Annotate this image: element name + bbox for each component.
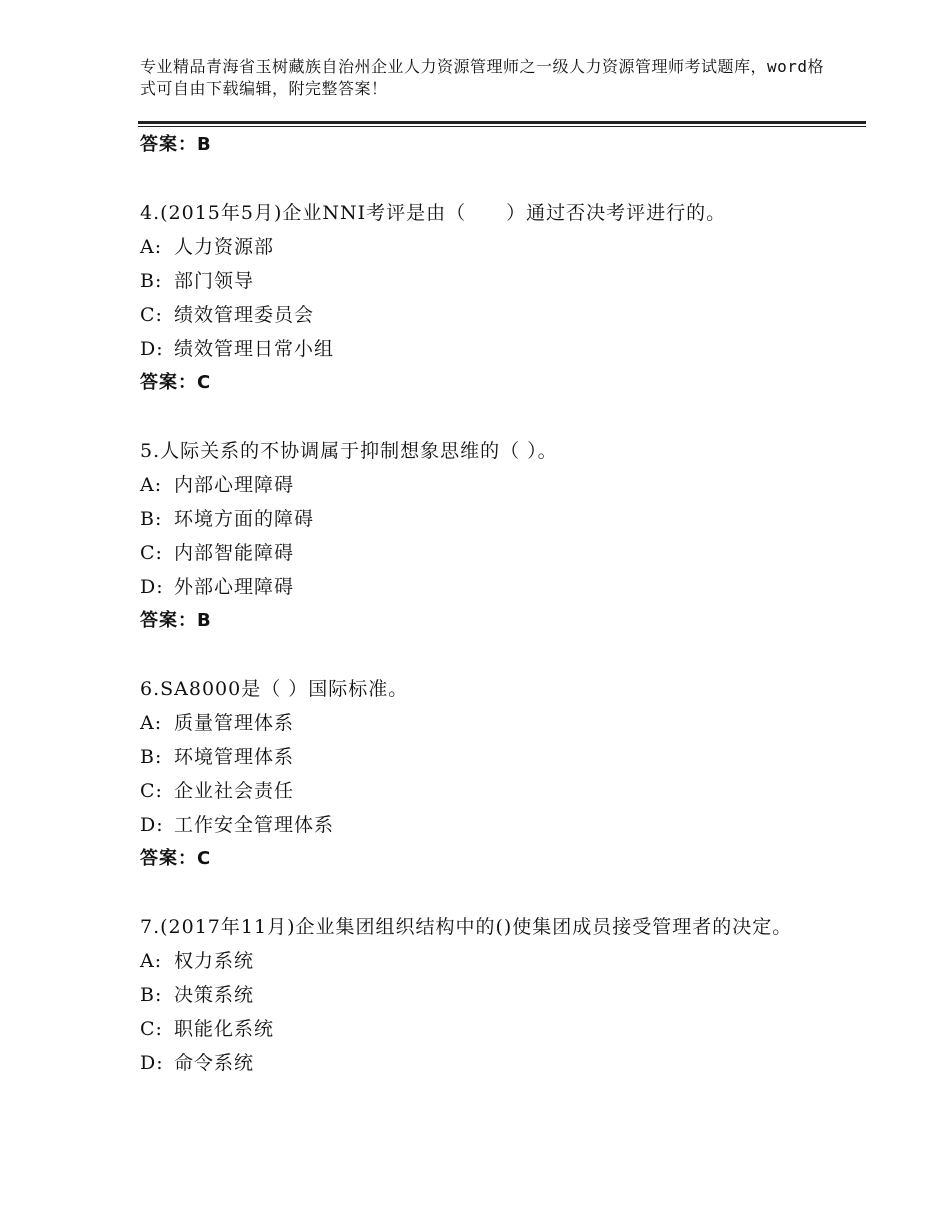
option-letter: C: — [140, 304, 163, 326]
option-item — [140, 502, 840, 536]
option-letter: A: — [140, 236, 163, 258]
option-text: 环境管理体系 — [174, 746, 295, 768]
option-text: 命令系统 — [174, 1052, 255, 1074]
option-item — [140, 264, 840, 298]
question-block — [140, 434, 840, 672]
question-text: 5.人际关系的不协调属于抑制想象思维的（ ）。 — [140, 440, 558, 462]
option-letter: B: — [140, 270, 163, 292]
document-header: 专业精品青海省玉树藏族自治州企业人力资源管理师之一级人力资源管理师考试题库，word格式可自由下载编辑，附完整答案！ — [140, 57, 825, 98]
option-letter: D: — [140, 576, 164, 598]
option-item — [140, 740, 840, 774]
option-letter: A: — [140, 474, 163, 496]
option-letter: B: — [140, 746, 163, 768]
option-item — [140, 808, 840, 842]
option-text: 企业社会责任 — [174, 780, 295, 802]
option-text: 工作安全管理体系 — [174, 814, 335, 836]
header-rule-thin — [138, 126, 866, 127]
option-letter: A: — [140, 950, 163, 972]
option-letter: C: — [140, 542, 163, 564]
answer-line: 答案：B — [140, 610, 212, 631]
question-block — [140, 672, 840, 910]
option-letter: D: — [140, 338, 164, 360]
option-text: 部门领导 — [174, 270, 255, 292]
option-letter: C: — [140, 1018, 163, 1040]
option-text: 环境方面的障碍 — [174, 508, 315, 530]
answer-line: 答案：B — [140, 134, 212, 155]
question-block — [140, 910, 840, 1080]
option-item — [140, 774, 840, 808]
option-item — [140, 706, 840, 740]
option-item — [140, 944, 840, 978]
option-item — [140, 1046, 840, 1080]
option-letter: B: — [140, 984, 163, 1006]
option-letter: D: — [140, 1052, 164, 1074]
option-item — [140, 298, 840, 332]
option-letter: D: — [140, 814, 164, 836]
option-item — [140, 230, 840, 264]
option-letter: C: — [140, 780, 163, 802]
question-text: 7.(2017年11月)企业集团组织结构中的()使集团成员接受管理者的决定。 — [140, 916, 793, 938]
option-text: 权力系统 — [174, 950, 255, 972]
option-text: 绩效管理委员会 — [174, 304, 315, 326]
option-item — [140, 1012, 840, 1046]
header-rule-thick — [138, 121, 866, 124]
questions-container — [140, 196, 840, 1080]
option-item — [140, 332, 840, 366]
option-text: 内部心理障碍 — [174, 474, 295, 496]
option-letter: A: — [140, 712, 163, 734]
option-text: 人力资源部 — [174, 236, 275, 258]
question-list — [140, 128, 840, 1080]
option-item — [140, 978, 840, 1012]
option-item — [140, 570, 840, 604]
option-item — [140, 536, 840, 570]
answer-line: 答案：C — [140, 372, 212, 393]
option-text: 决策系统 — [174, 984, 255, 1006]
option-text: 外部心理障碍 — [174, 576, 295, 598]
option-letter: B: — [140, 508, 163, 530]
option-text: 职能化系统 — [174, 1018, 275, 1040]
question-text: 4.(2015年5月)企业NNI考评是由（ ）通过否决考评进行的。 — [140, 202, 727, 224]
option-text: 内部智能障碍 — [174, 542, 295, 564]
answer-line: 答案：C — [140, 848, 212, 869]
option-item — [140, 468, 840, 502]
question-text: 6.SA8000是（ ）国际标准。 — [140, 678, 409, 700]
question-block — [140, 196, 840, 434]
option-text: 绩效管理日常小组 — [174, 338, 335, 360]
option-text: 质量管理体系 — [174, 712, 295, 734]
